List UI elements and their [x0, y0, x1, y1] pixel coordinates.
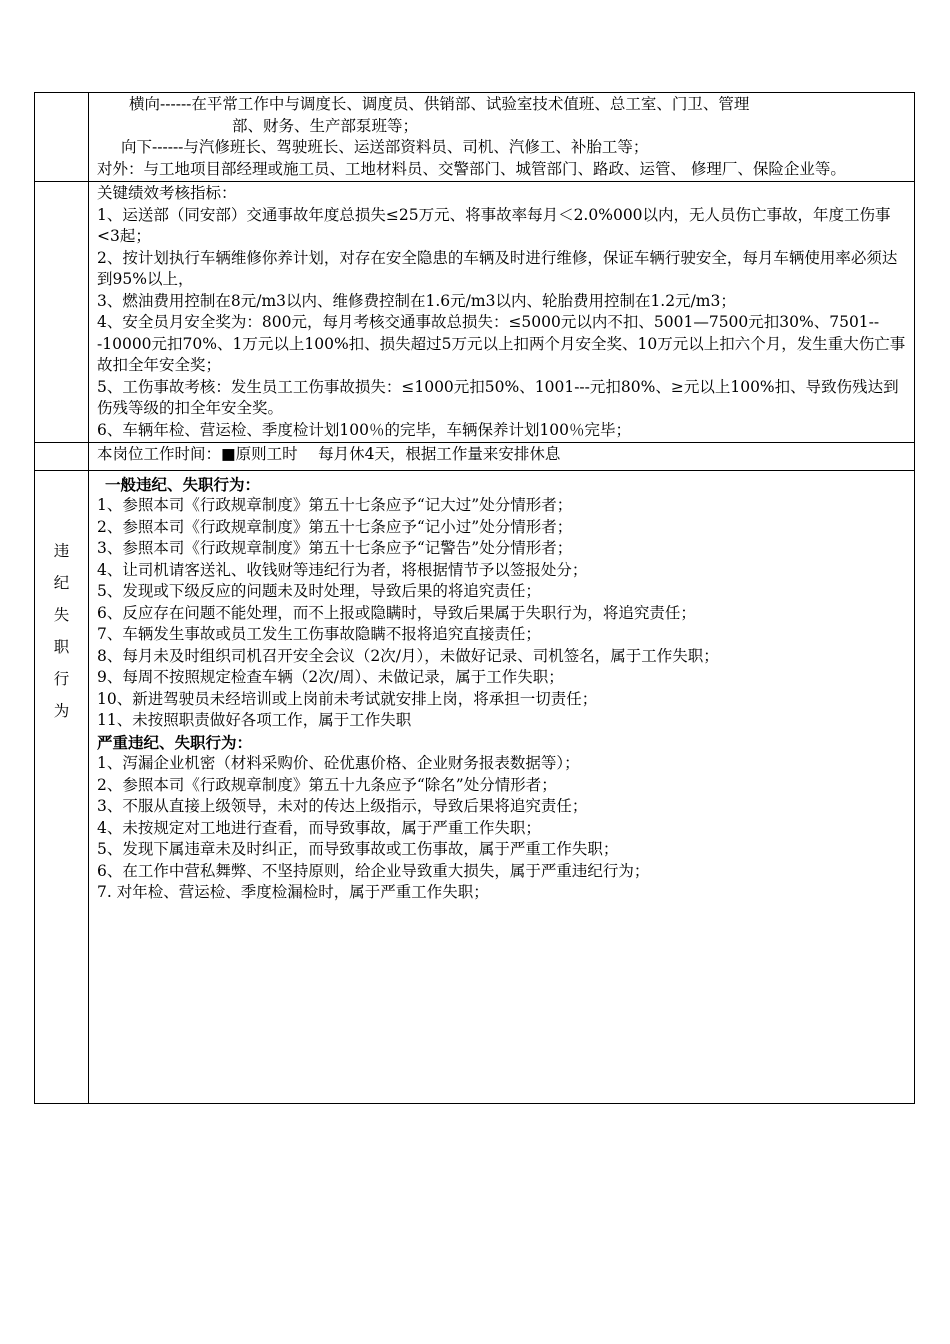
serious-violation-item: 4、未按规定对工地进行查看，而导致事故，属于严重工作失职；	[97, 818, 541, 837]
side-label-char: 纪	[53, 573, 70, 592]
relations-cell	[89, 93, 915, 182]
general-violation-item: 2、参照本司《行政规章制度》第五十七条应予“记小过”处分情形者；	[97, 517, 573, 536]
general-violations-title: 一般违纪、失职行为：	[105, 474, 261, 494]
side-label-char: 失	[53, 605, 70, 624]
general-violation-item: 6、反应存在问题不能处理，而不上报或隐瞒时，导致后果属于失职行为，将追究责任；	[97, 603, 696, 622]
general-violation-item: 10、新进驾驶员未经培训或上岗前未考试就安排上岗，将承担一切责任；	[97, 689, 598, 708]
serious-violation-item: 3、不服从直接上级领导，未对的传达上级指示，导致后果将追究责任；	[97, 797, 588, 815]
violations-row	[35, 470, 915, 1103]
serious-violation-item: 7. 对年检、营运检、季度检漏检时，属于严重工作失职；	[97, 883, 489, 901]
horizontal-relations-line-2: 部、财务、生产部泵班等；	[232, 116, 419, 135]
kpi-item: 3、燃油费用控制在8元/m3以内、维修费控制在1.6元/m3以内、轮胎费用控制在1.2元/m3；	[97, 291, 736, 310]
downward-relations: 向下------与汽修班长、驾驶班长、运送部资料员、司机、汽修工、补胎工等；	[121, 138, 649, 156]
kpi-item: 5、工伤事故考核：发生员工工伤事故损失：≤1000元扣50%、1001---元扣80%、≥元以上100%扣、导致伤残达到伤残等级的扣全年安全奖。	[97, 377, 899, 417]
kpi-cell	[89, 182, 915, 443]
general-violation-item: 1、参照本司《行政规章制度》第五十七条应予“记大过”处分情形者；	[97, 496, 573, 514]
serious-violation-item: 6、在工作中营私舞弊、不坚持原则，给企业导致重大损失，属于严重违纪行为；	[97, 861, 650, 880]
relations-row	[35, 93, 915, 182]
general-violation-item: 9、每周不按照规定检查车辆（2次/周）、未做记录，属于工作失职；	[97, 668, 564, 686]
serious-violation-item: 5、发现下属违章未及时纠正，而导致事故或工伤事故，属于严重工作失职；	[97, 840, 619, 858]
work-time-cell	[89, 443, 915, 471]
general-violation-item: 8、每月未及时组织司机召开安全会议（2次/月），未做好记录、司机签名，属于工作失职；	[97, 646, 719, 665]
serious-violation-item: 1、泻漏企业机密（材料采购价、砼优惠价格、企业财务报表数据等）；	[97, 754, 580, 772]
horizontal-relations-line-1: 横向------在平常工作中与调度长、调度员、供销部、试验室技术值班、总工室、门卫、管理	[129, 95, 750, 113]
side-label-char: 职	[53, 637, 70, 656]
kpi-title: 关键绩效考核指标：	[97, 184, 237, 202]
job-description-table	[34, 92, 915, 1104]
side-label-char: 行	[53, 669, 70, 688]
work-time-text: 本岗位工作时间：■原则工时 每月休4天，根据工作量来安排休息	[97, 445, 561, 463]
kpi-row	[35, 182, 915, 443]
external-relations: 对外：与工地项目部经理或施工员、工地材料员、交警部门、城管部门、路政、运管、 修理厂、保险企业等。	[97, 159, 846, 178]
side-label-char: 违	[53, 541, 70, 560]
serious-violations-title: 严重违纪、失职行为：	[97, 732, 253, 752]
kpi-item: 2、按计划执行车辆维修你养计划，对存在安全隐患的车辆及时进行维修，保证车辆行驶安全，每月车辆使用率必须达到95%以上，	[97, 248, 898, 288]
side-label-char: 为	[53, 701, 70, 720]
general-violation-item: 7、车辆发生事故或员工发生工伤事故隐瞒不报将追究直接责任；	[97, 625, 541, 643]
work-time-row	[35, 443, 915, 471]
kpi-item: 4、安全员月安全奖为：800元，每月考核交通事故总损失：≤5000元以内不扣、5001—7500元扣30%、7501---10000元扣70%、1万元以上100%扣、损失超过5万元以上扣两个月安全奖、10万元以上扣六个月，发生重大伤亡事故扣全年安全奖；	[97, 313, 906, 374]
violations-side-label	[35, 470, 89, 1103]
kpi-item: 1、运送部（同安部）交通事故年度总损失≤25万元、将事故率每月＜2.0%000以内，无人员伤亡事故，年度工伤事<3起；	[97, 205, 891, 245]
general-violation-item: 5、发现或下级反应的问题未及时处理，导致后果的将追究责任；	[97, 582, 541, 600]
relations-side-cell	[35, 93, 89, 182]
general-violation-item: 11、未按照职责做好各项工作，属于工作失职	[97, 711, 412, 729]
general-violation-item: 4、让司机请客送礼、收钱财等违纪行为者，将根据情节予以签报处分；	[97, 560, 588, 579]
serious-violation-item: 2、参照本司《行政规章制度》第五十九条应予“除名”处分情形者；	[97, 775, 557, 794]
violations-cell	[89, 470, 915, 1103]
work-time-side-cell	[35, 443, 89, 471]
general-violation-item: 3、参照本司《行政规章制度》第五十七条应予“记警告”处分情形者；	[97, 539, 573, 557]
document-page	[34, 92, 914, 1104]
kpi-side-cell	[35, 182, 89, 443]
kpi-item: 6、车辆年检、营运检、季度检计划100％的完毕，车辆保养计划100％完毕；	[97, 420, 632, 439]
